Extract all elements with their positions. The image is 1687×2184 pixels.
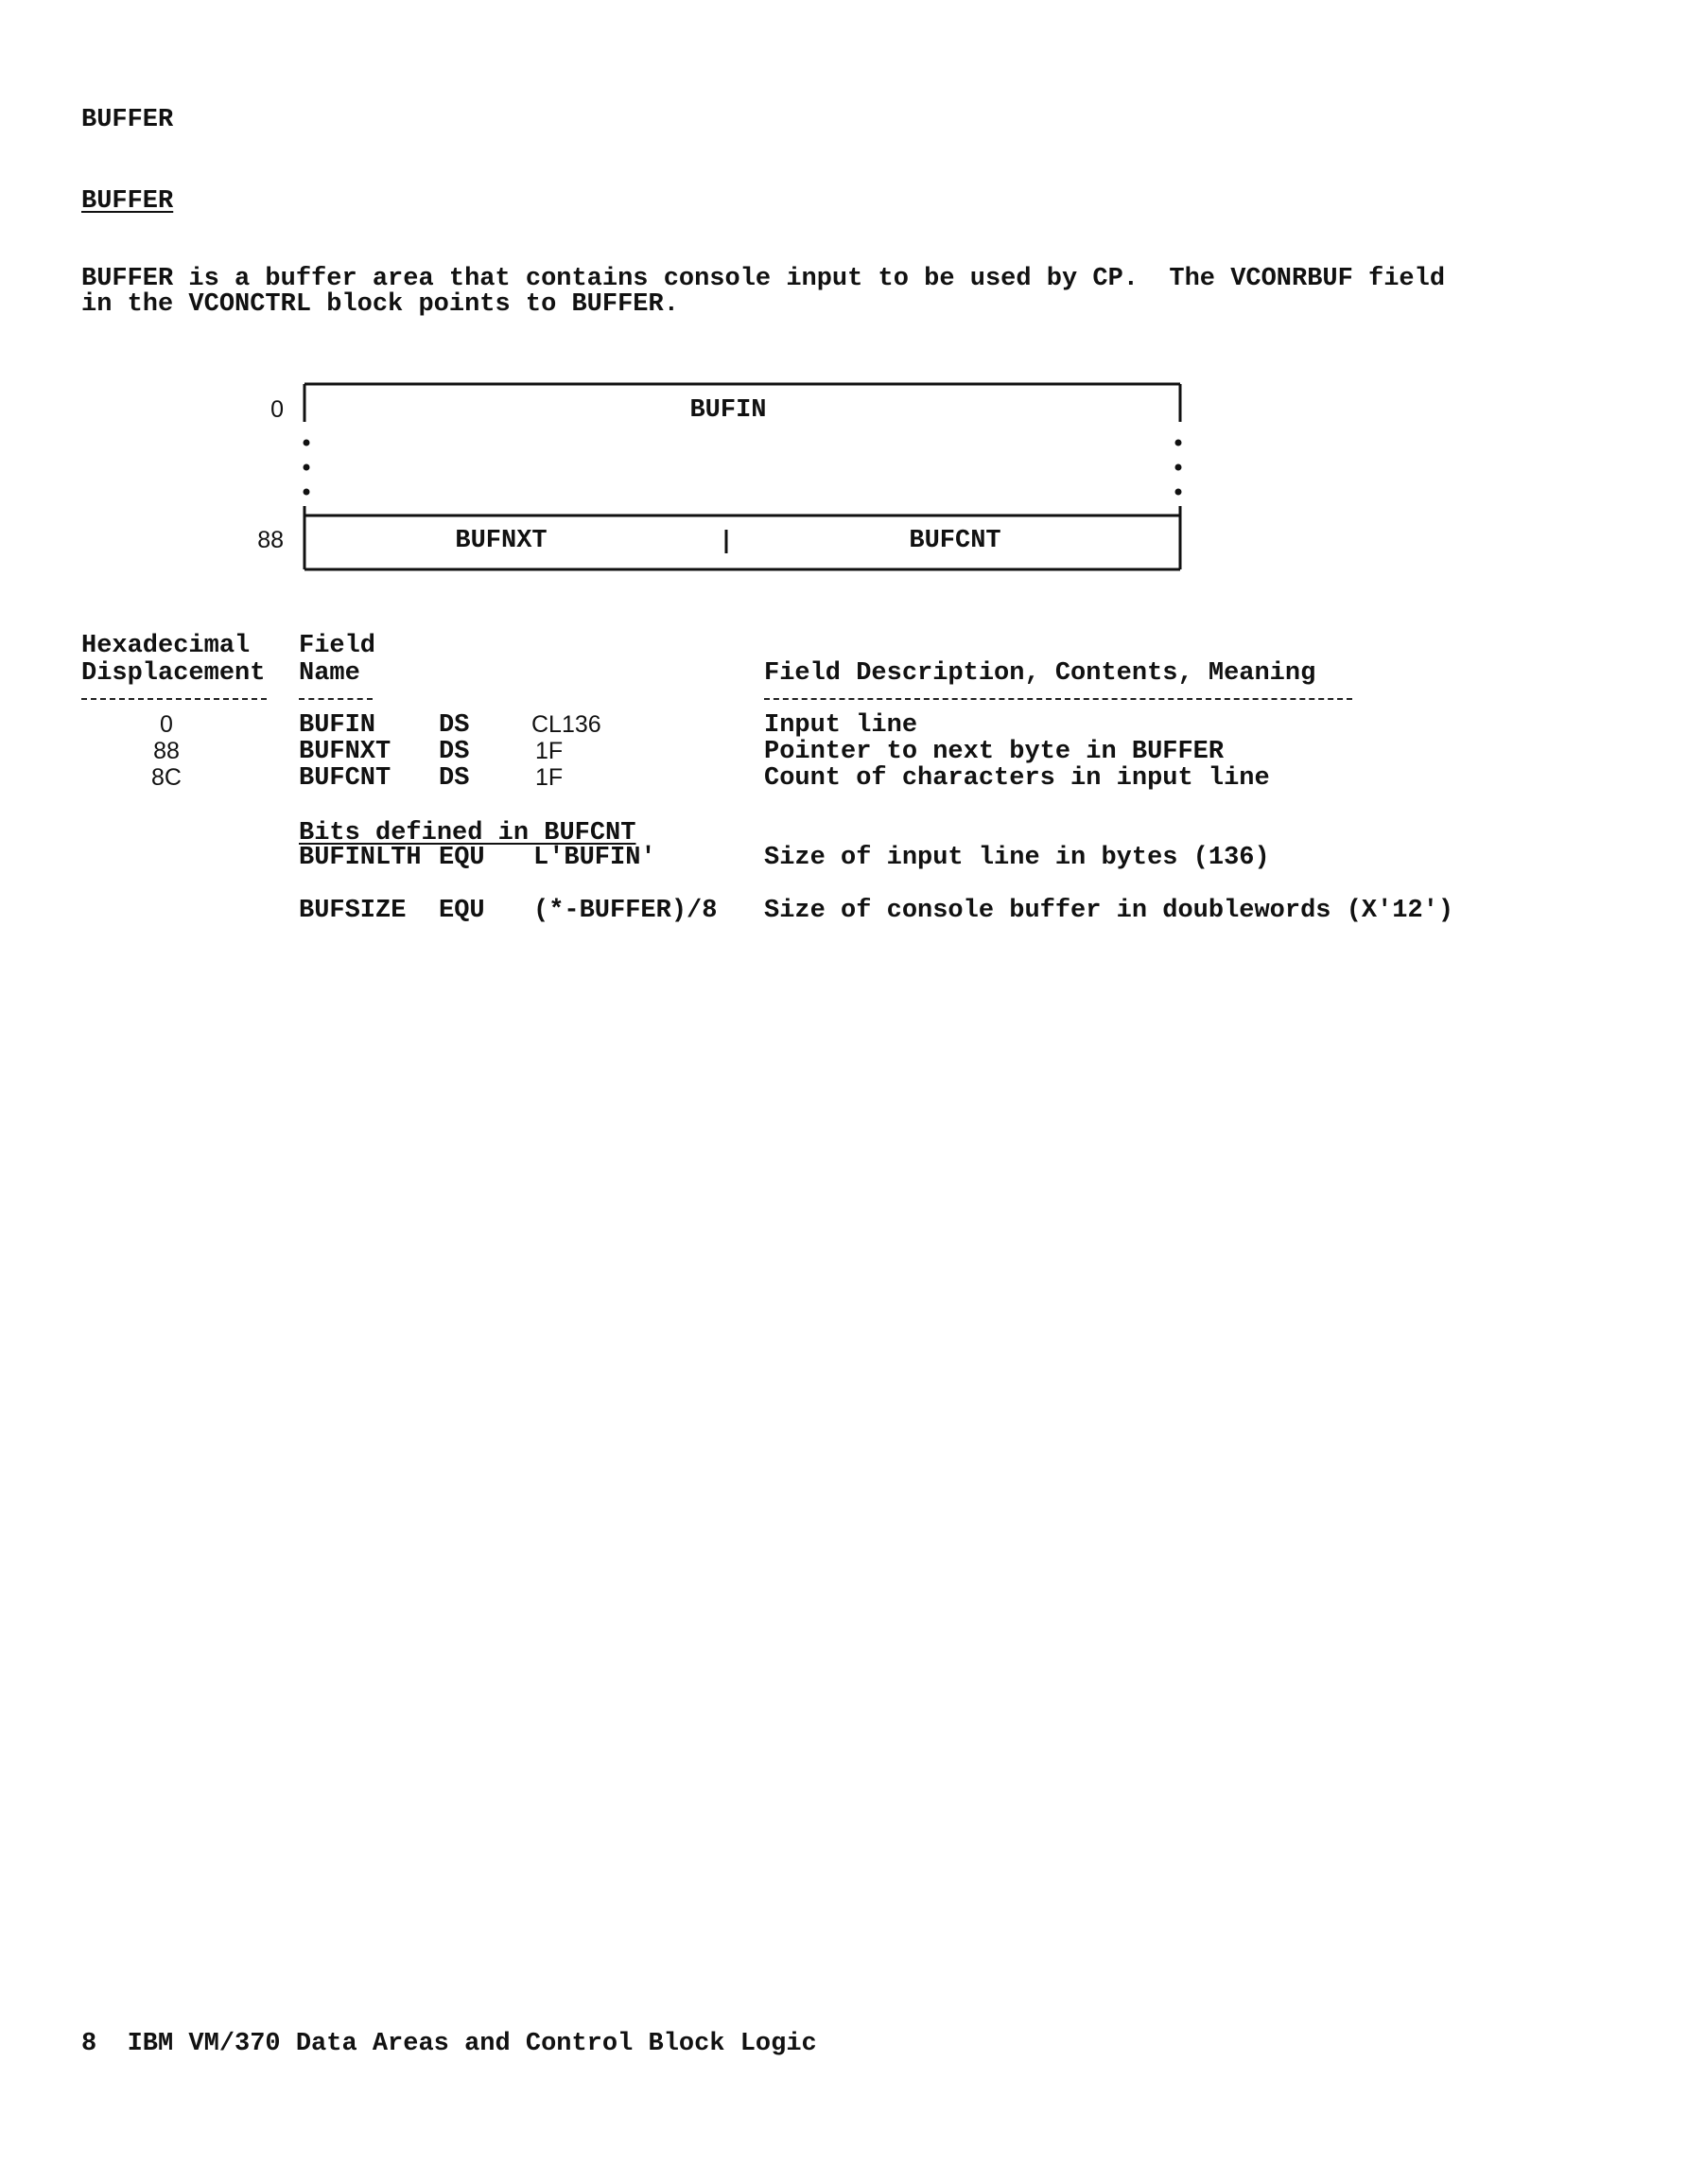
equate-value: (*-BUFFER)/8 (533, 897, 718, 925)
diagram-field-bufcnt: BUFCNT (909, 527, 1001, 555)
row-disp: 8C (151, 764, 182, 791)
equate-desc: Size of input line in bytes (136) (764, 844, 1270, 872)
header-description: Field Description, Contents, Meaning (764, 659, 1316, 688)
row-desc: Input line (764, 711, 918, 740)
row-type: DS (439, 711, 470, 740)
intro-line-1: BUFFER is a buffer area that contains console input to be used by CP. The VCONRBUF field (81, 265, 1446, 293)
running-title: BUFFER (81, 106, 174, 134)
diagram-offset-88: 88 (257, 527, 284, 553)
equate-desc: Size of console buffer in doublewords (X'12') (764, 897, 1454, 925)
equate-type: EQU (439, 897, 485, 925)
diagram-field-bufnxt: BUFNXT (455, 527, 548, 555)
bits-heading: Bits defined in BUFCNT (299, 819, 636, 847)
header-name-1: Field (299, 632, 376, 660)
diagram-offset-0: 0 (270, 396, 284, 423)
equate-value: L'BUFIN' (533, 844, 656, 872)
intro-line-2: in the VCONCTRL block points to BUFFER. (81, 290, 679, 319)
row-name: BUFNXT (299, 738, 391, 766)
diagram-field-bufin: BUFIN (689, 396, 767, 425)
equate-name: BUFINLTH (299, 844, 422, 872)
row-value: 1F (535, 738, 564, 764)
row-disp: 0 (160, 711, 173, 738)
row-disp: 88 (153, 738, 180, 764)
continuation-dot (304, 440, 310, 446)
row-name: BUFCNT (299, 764, 391, 793)
row-name: BUFIN (299, 711, 376, 740)
row-type: DS (439, 738, 470, 766)
continuation-dot (1175, 489, 1182, 496)
continuation-dot (1175, 464, 1182, 471)
section-title: BUFFER (81, 187, 174, 216)
row-value: CL136 (531, 711, 601, 738)
row-desc: Pointer to next byte in BUFFER (764, 738, 1225, 766)
page-footer: 8 IBM VM/370 Data Areas and Control Block Logic (81, 2030, 817, 2058)
continuation-dot (304, 464, 310, 471)
header-rule-name (299, 698, 373, 700)
header-rule-description (764, 698, 1352, 700)
header-name-2: Name (299, 659, 360, 688)
continuation-dot (1175, 440, 1182, 446)
row-value: 1F (535, 764, 564, 791)
header-displacement-2: Displacement (81, 659, 266, 688)
header-rule-displacement (81, 698, 267, 700)
equate-name: BUFSIZE (299, 897, 407, 925)
header-displacement-1: Hexadecimal (81, 632, 251, 660)
equate-type: EQU (439, 844, 485, 872)
control-block-diagram (0, 0, 1687, 605)
continuation-dot (304, 489, 310, 496)
row-desc: Count of characters in input line (764, 764, 1270, 793)
row-type: DS (439, 764, 470, 793)
